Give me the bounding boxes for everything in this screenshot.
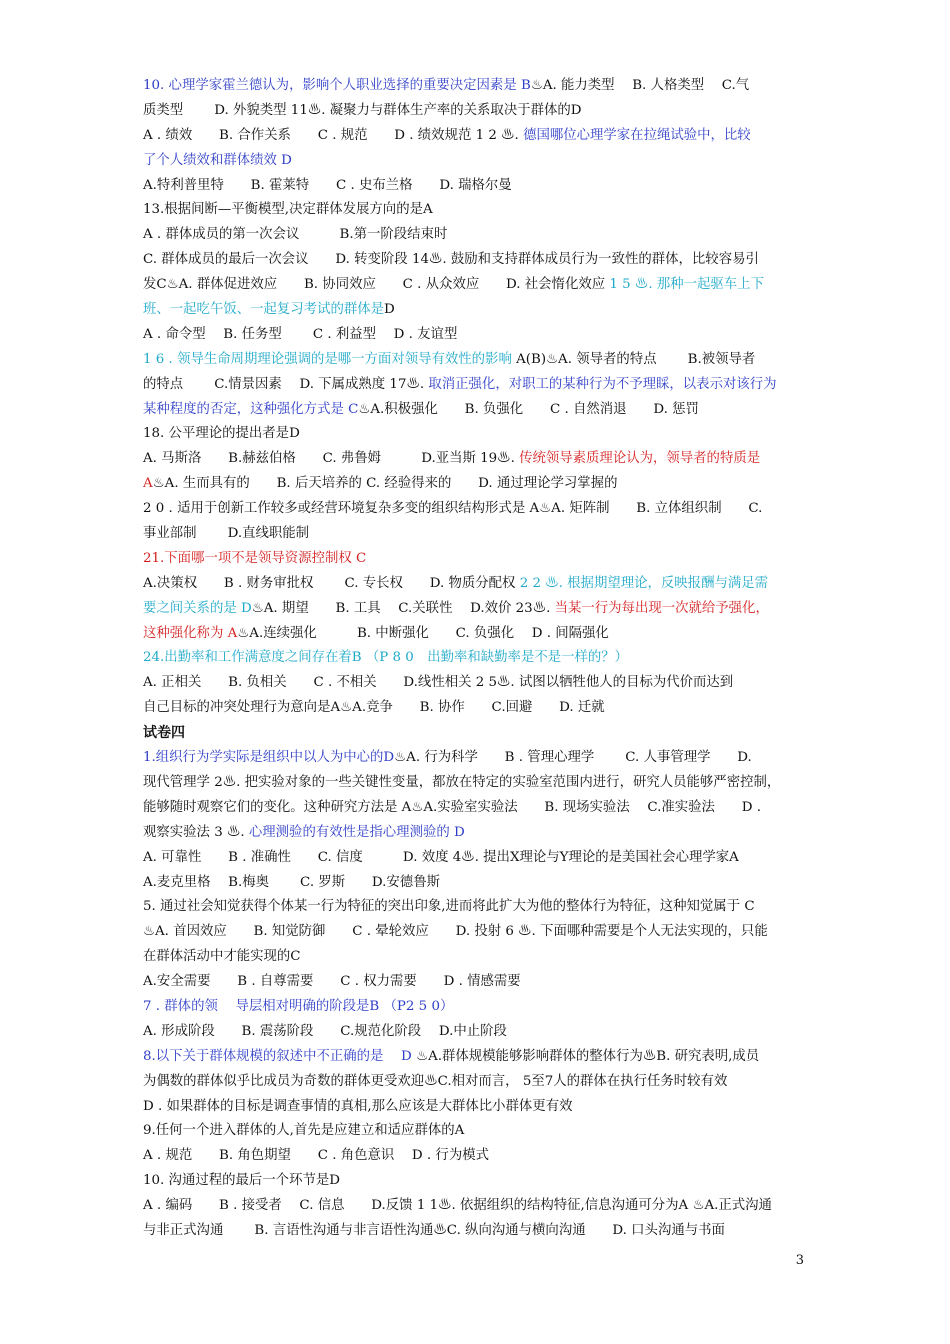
text-segment: ♨A. 首因效应 B. 知觉防御 C . 晕轮效应 D. 投射 6 ♨. 下面哪种需要是个人无法实现的，只能 (143, 924, 768, 940)
text-line (143, 1020, 811, 1045)
text-segment: ♨A.积极强化 B. 负强化 C . 自然消退 D. 惩罚 (358, 401, 699, 417)
text-line (143, 348, 811, 373)
text-line (143, 124, 811, 149)
text-line (143, 497, 811, 522)
text-segment: 了个人绩效和群体绩效 D (143, 152, 292, 168)
text-segment: 18. 公平理论的提出者是D (143, 426, 300, 442)
text-segment: ♨A.连续强化 B. 中断强化 C. 负强化 D . 间隔强化 (237, 625, 609, 641)
text-line (143, 273, 811, 298)
text-segment: 7 . 群体的领 导层相对明确的阶段是B (143, 998, 380, 1014)
text-segment: A. 形成阶段 B. 震荡阶段 C.规范化阶段 D.中止阶段 (143, 1023, 507, 1039)
text-segment: 德国哪位心理学家在拉绳试验中，比较 (523, 127, 751, 143)
text-line (143, 871, 811, 896)
text-segment: 1 6 . 领导生命周期理论强调的是哪一方面对领导有效性的影响 (143, 351, 517, 367)
text-segment: ♨A. 生而具有的 B. 后天培养的 C. 经验得来的 D. 通过理论学习掌握的 (152, 476, 618, 492)
text-segment: A . 绩效 B. 合作关系 C . 规范 D . 绩效规范 1 2 ♨. (143, 127, 524, 143)
text-segment: A. 正相关 B. 负相关 C . 不相关 D.线性相关 2 5♨. 试图以牺牲他人的目标为代价而达到 (143, 675, 734, 691)
text-line (143, 298, 811, 323)
text-line (143, 149, 811, 174)
text-segment: A.安全需要 B . 自尊需要 C . 权力需要 D . 情感需要 (143, 974, 521, 990)
text-segment: 现代管理学 2♨. 把实验对象的一些关键性变量，都放在特定的实验室范围内进行，研究人员能够严密控制， (143, 774, 781, 790)
text-line (143, 1144, 811, 1169)
text-line (143, 746, 811, 771)
text-segment: 某种程度的否定，这种强化方式是 C (143, 401, 359, 417)
text-line (143, 597, 811, 622)
text-segment: A.特利普里特 B. 霍莱特 C . 史布兰格 D. 瑞格尔曼 (143, 177, 512, 193)
text-segment: 事业部制 D.直线职能制 (143, 526, 310, 542)
text-segment: 能够随时观察它们的变化。这种研究方法是 A♨A.实验室实验法 B. 现场实验法 C.准实验法 D . (143, 799, 761, 815)
text-segment: A.决策权 B . 财务审批权 C. 专长权 D. 物质分配权 (143, 575, 520, 591)
text-segment: 心理测验的有效性是指心理测验的 D (248, 824, 465, 840)
text-line (143, 895, 811, 920)
text-segment: 5. 通过社会知觉获得个体某一行为特征的突出印象,进而将此扩大为他的整体行为特征，这种知觉属于 C (143, 899, 755, 915)
text-line (143, 248, 811, 273)
text-line (143, 1169, 811, 1194)
text-segment: （P2 5 0） (379, 998, 454, 1014)
text-line (143, 1045, 811, 1070)
text-segment: 要之间关系的是 D (143, 600, 252, 616)
text-segment: 的特点 C.情景因素 D. 下属成熟度 17♨. (143, 376, 429, 392)
text-line (143, 970, 811, 995)
text-segment: A . 规范 B. 角色期望 C . 角色意识 D . 行为模式 (143, 1148, 489, 1164)
text-segment: ♨A. 能力类型 B. 人格类型 C.气 (530, 78, 750, 93)
text-line (143, 945, 811, 970)
text-segment: A. 可靠性 B . 准确性 C. 信度 D. 效度 4♨. 提出X理论与Y理论的是美国社会心理学家A (143, 849, 739, 865)
text-segment: ♨A. 行为科学 B . 管理心理学 C. 人事管理学 D. (394, 750, 752, 766)
text-segment: 观察实验法 3 ♨. (143, 824, 249, 840)
text-segment: A (143, 476, 153, 492)
text-line (143, 1070, 811, 1095)
text-line (143, 1194, 811, 1219)
text-segment: 发C♨A. 群体促进效应 B. 协同效应 C . 从众效应 D. 社会惰化效应 (143, 277, 610, 293)
text-segment: 9.任何一个进入群体的人,首先是应建立和适应群体的A (143, 1123, 465, 1139)
text-line (143, 323, 811, 348)
document-body (143, 74, 811, 1244)
text-segment: 取消正强化，对职工的某种行为不予理睬，以表示对该行为 (428, 376, 777, 392)
text-line (143, 696, 811, 721)
text-line (143, 223, 811, 248)
text-segment: ♨A. 期望 B. 工具 C.关联性 D.效价 23♨. (251, 600, 555, 616)
text-line (143, 796, 811, 821)
text-segment: 班、一起吃午饭、一起复习考试的群体是 (143, 302, 385, 318)
text-line (143, 1095, 811, 1120)
text-segment: A.麦克里格 B.梅奥 C. 罗斯 D.安德鲁斯 (143, 874, 440, 890)
text-segment: 1.组织行为学实际是组织中以人为中心的D (143, 750, 395, 766)
text-line (143, 846, 811, 871)
text-segment: 1 5 ♨. 那种一起驱车上下 (609, 277, 764, 293)
text-segment: 当某一行为每出现一次就给予强化， (554, 600, 769, 616)
text-segment: D (384, 302, 395, 318)
text-segment: 24.出勤率和工作满意度之间存在着B (143, 650, 362, 666)
text-segment: 2 0 . 适用于创新工作较多或经营环境复杂多变的组织结构形式是 A♨A. 矩阵制 B. 立体组织制 C. (143, 501, 763, 517)
text-segment: 传统领导素质理论认为，领导者的特质是 (519, 451, 761, 467)
text-line (143, 398, 811, 423)
page-number: 3 (795, 1253, 804, 1268)
text-line (143, 622, 811, 647)
text-segment: 10. 沟通过程的最后一个环节是D (143, 1173, 340, 1189)
text-segment: A . 命令型 B. 任务型 C . 利益型 D . 友谊型 (143, 326, 458, 342)
text-line (143, 920, 811, 945)
text-line (143, 422, 811, 447)
text-segment: A(B)♨A. 领导者的特点 B.被领导者 (516, 351, 756, 367)
text-segment: 2 2 ♨. 根据期望理论，反映报酬与满足需 (519, 575, 769, 591)
text-segment: 在群体活动中才能实现的C (143, 949, 301, 965)
text-segment: 10. 心理学家霍兰德认为，影响个人职业选择的重要决定因素是 B (143, 78, 531, 93)
text-line (143, 447, 811, 472)
text-line (143, 821, 811, 846)
text-segment: 这种强化称为 A (143, 625, 238, 641)
text-line (143, 174, 811, 199)
text-line (143, 472, 811, 497)
text-segment: 13.根据间断—平衡模型,决定群体发展方向的是A (143, 202, 433, 218)
text-line (143, 572, 811, 597)
text-line (143, 671, 811, 696)
text-line (143, 771, 811, 796)
text-segment: 自己目标的冲突处理行为意向是A♨A.竞争 B. 协作 C.回避 D. 迁就 (143, 700, 605, 716)
text-line (143, 74, 811, 99)
text-line (143, 1119, 811, 1144)
text-segment: 为偶数的群体似乎比成员为奇数的群体更受欢迎♨C.相对而言， 5至7人的群体在执行任务时较有效 (143, 1073, 728, 1089)
text-line (143, 995, 811, 1020)
text-segment: 与非正式沟通 B. 言语性沟通与非言语性沟通♨C. 纵向沟通与横向沟通 D. 口头沟通与书面 (143, 1222, 725, 1238)
text-segment: 8.以下关于群体规模的叙述中不正确的是 D (143, 1048, 412, 1064)
text-segment: （P 8 0 出勤率和缺勤率是不是一样的？） (361, 650, 629, 666)
text-line (143, 373, 811, 398)
text-segment: 21.下面哪一项不是领导资源控制权 C (143, 550, 367, 566)
text-line (143, 646, 811, 671)
text-segment: ♨A.群体规模能够影响群体的整体行为♨B. 研究表明,成员 (411, 1048, 760, 1064)
text-segment: A . 群体成员的第一次会议 B.第一阶段结束时 (143, 227, 448, 243)
text-line (143, 547, 811, 572)
text-line (143, 1219, 811, 1244)
text-segment: C. 群体成员的最后一次会议 D. 转变阶段 14♨. 鼓励和支持群体成员行为一致性的群体，比较容易引 (143, 252, 759, 268)
text-segment: D . 如果群体的目标是调查事情的真相,那么应该是大群体比小群体更有效 (143, 1098, 573, 1114)
text-segment: 质类型 D. 外貌类型 11♨. 凝聚力与群体生产率的关系取决于群体的D (143, 102, 582, 118)
text-line (143, 198, 811, 223)
text-segment: A. 马斯洛 B.赫兹伯格 C. 弗鲁姆 D.亚当斯 19♨. (143, 451, 520, 467)
section-heading: 试卷四 (143, 725, 185, 742)
text-line (143, 522, 811, 547)
text-segment: A . 编码 B . 接受者 C. 信息 D.反馈 1 1♨. 依据组织的结构特征,信息沟通可分为A ♨A.正式沟通 (143, 1198, 772, 1214)
text-line (143, 99, 811, 124)
